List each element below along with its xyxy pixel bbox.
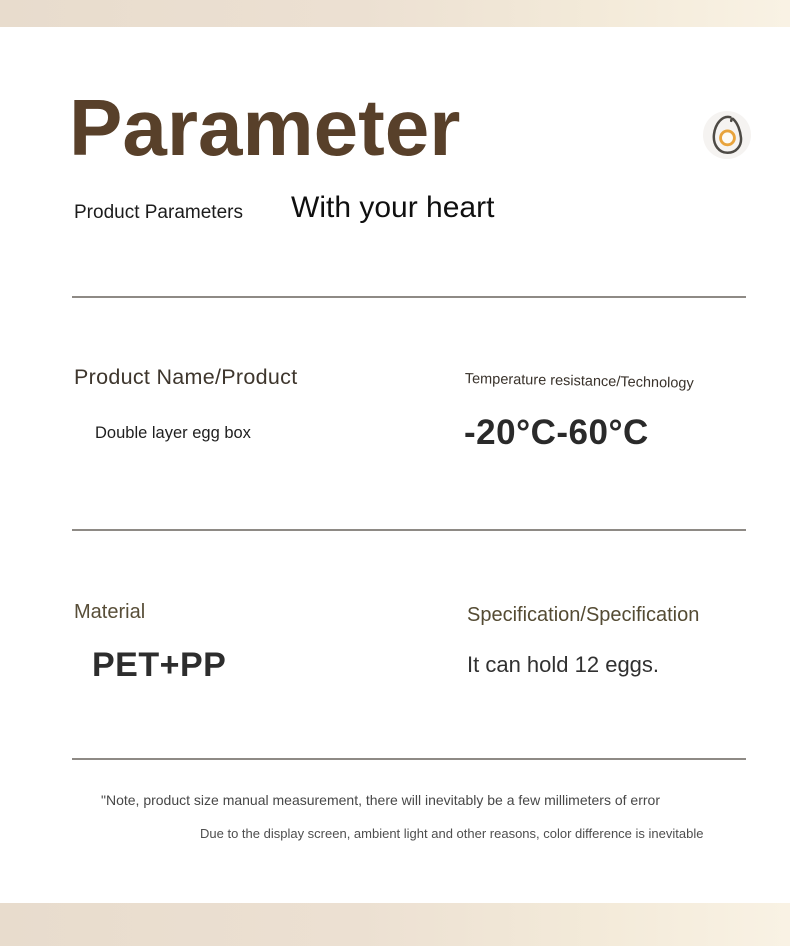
spec-value-product-name: Double layer egg box	[95, 424, 251, 442]
spec-label-material: Material	[74, 601, 146, 623]
tagline-with-your-heart: With your heart	[291, 191, 495, 224]
note-line-1: "Note, product size manual measurement, there will inevitably be a few millimeters of error	[101, 792, 660, 808]
spec-label-temperature: Temperature resistance/Technology	[464, 371, 694, 392]
divider-top	[72, 296, 746, 298]
page-title: Parameter	[69, 83, 461, 172]
bottom-beige-band	[0, 903, 790, 946]
divider-bottom	[72, 758, 746, 760]
egg-icon	[702, 110, 752, 160]
spec-value-specification: It can hold 12 eggs.	[467, 652, 660, 677]
note-line-2: Due to the display screen, ambient light and other reasons, color difference is inevitable	[200, 826, 704, 841]
subtitle-product-parameters: Product Parameters	[74, 202, 243, 223]
spec-value-temperature: -20°C-60°C	[464, 413, 649, 452]
top-beige-band	[0, 0, 790, 27]
spec-value-material: PET+PP	[92, 646, 227, 684]
divider-middle	[72, 529, 746, 531]
spec-label-specification: Specification/Specification	[467, 604, 700, 626]
spec-label-product-name: Product Name/Product	[74, 365, 298, 389]
